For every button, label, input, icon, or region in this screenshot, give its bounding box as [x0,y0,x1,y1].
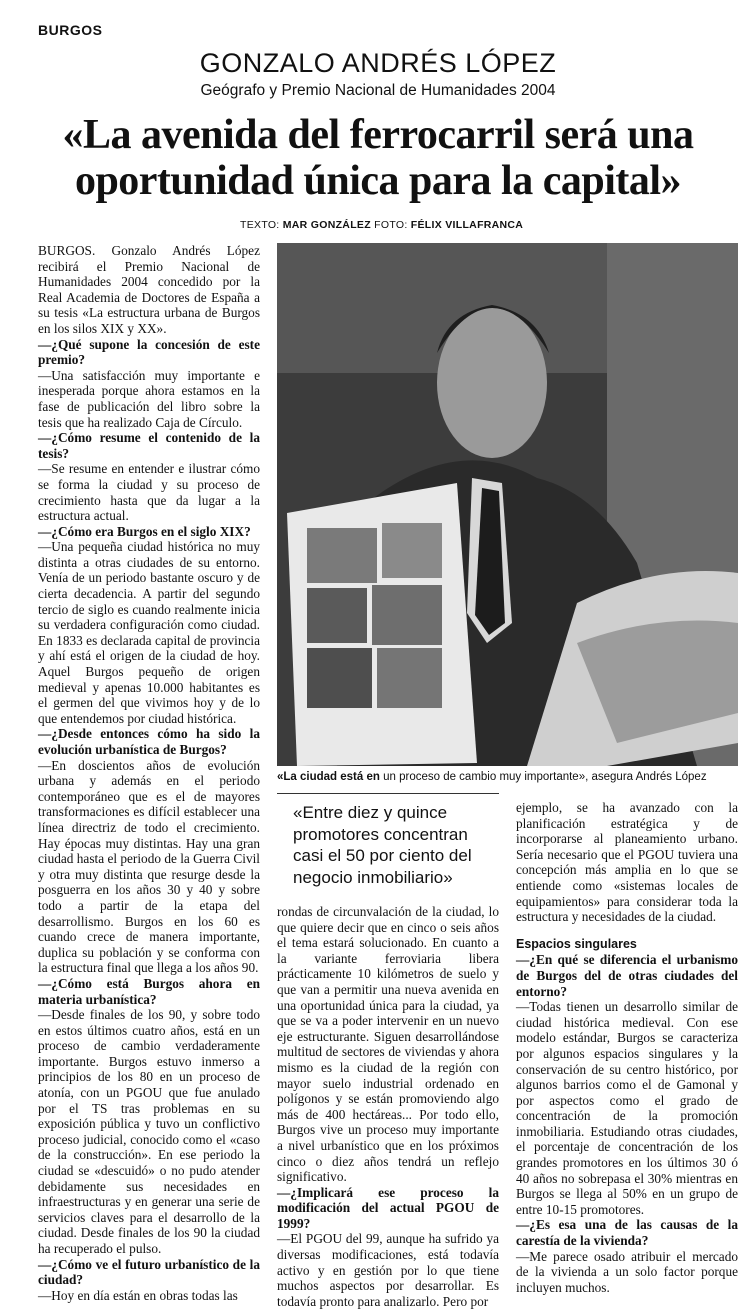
interviewee-name: GONZALO ANDRÉS LÓPEZ [199,48,557,78]
paragraph: —Me parece osado atribuir el mercado de la vivienda a un solo factor porque incluyen muchos. [516,1248,738,1295]
article-column-1 [38,243,260,1303]
paragraph: BURGOS. Gonzalo Andrés López recibirá el Premio Nacional de Humanidades 2004 concedido por la Real Academia de Doctores de España a su tesis «La estructura urbana de Burgos en los silos XIX y XX». [38,243,260,336]
paragraph: —Desde finales de los 90, y sobre todo en estos últimos cuatro años, está en un proceso de cambio verdaderamente importante. Burgos estuvo inmerso a principios de los 80 en un proceso de atonía, con un PGOU que fue anulado por el TS tras problemas en su exposición pública y tuvo un conflictivo proceso judicial, conocido como el «caso de la construcción». En ese periodo la ciudad se «descuidó» o no pudo atender debidamente sus necesidades en infraestructuras y en generar una serie de servicios claves para el desarrollo de la ciudad. Desde finales de los 90 la ciudad ha recuperado el pulso. [38,1007,260,1256]
interview-question: —¿Es esa una de las causas de la carestía de la vivienda? [516,1217,738,1249]
headline [0,112,756,204]
subheading: Espacios singulares [516,936,637,951]
paragraph: rondas de circunvalación de la ciudad, lo que quiere decir que en cinco o seis años el tema estará solucionado. En cuanto a la variante ferroviaria libera prácticamente 10 kilómetros de suelo y que van a permitir una nueva avenida en una oportunidad única para la ciudad, ya que se va a poder intervenir en un nuevo eje estructurante. Siguen desarrollándose multitud de sectores de viviendas y ahora mismo es la ciudad de la región con mayor suelo industrial ordenado en polígonos y se están promoviendo algo más de 400 hectáreas... Por todo ello, Burgos vive un proceso muy importante a nivel urbanístico que en los próximos cinco o diez años tendrá un reflejo significativo. [277,904,499,1185]
photo-author: FÉLIX VILLAFRANCA [410,219,524,231]
photo-caption [277,771,738,783]
headline-line-2: oportunidad única para la capital» [74,158,682,204]
paragraph: —En doscientos años de evolución urbana y además en el periodo contemporáneo que es el de mayores transformaciones es difícil establecer una línea directriz de todo el crecimiento. Hay épocas muy distintas. Hay una gran ciudad hasta el periodo de la Guerra Civil y otra muy distinta que resurge desde la posguerra en los años 30 y 40 y sobre todo a partir de la etapa del desarrollismo. Burgos en los 60 es cuando crece de manera importante, duplica su población y se conforma con la estructura final que llega a los años 90. [38,757,260,976]
interview-question: —¿Cómo ve el futuro urbanístico de la ciudad? [38,1256,260,1288]
interview-question: —¿Cómo era Burgos en el siglo XIX? [38,523,251,539]
article-column-2 [277,904,499,1309]
paragraph: —El PGOU del 99, aunque ha sufrido ya diversas modificaciones, está todavía activo y en gestión por lo que tiene muchos aspectos por desarrollar. Es todavía pronto para analizarlo. Pero por [277,1231,499,1309]
paragraph: —Hoy en día están en obras todas las [38,1287,238,1303]
interview-question: —¿Implicará ese proceso la modificación del actual PGOU de 1999? [277,1184,499,1231]
paragraph: —Se resume en entender e ilustrar cómo se forma la ciudad y su proceso de crecimiento hasta que da lugar a la estructura actual. [38,461,260,524]
interview-question: —¿Qué supone la concesión de este premio? [38,336,260,368]
paragraph: —Una satisfacción muy importante e inesperada porque ahora estamos en la fase de publicación del libro sobre la tesis que ha realizado Caja de Círculo. [38,367,260,430]
caption-text: un proceso de cambio muy importante», asegura Andrés López [379,771,707,783]
pull-quote: «Entre diez y quince promotores concentran casi el 50 por ciento del negocio inmobiliario» [293,803,472,887]
interviewee-role: Geógrafo y Premio Nacional de Humanidades 2004 [200,82,556,99]
section-label: BURGOS [38,22,103,38]
text-credit-label: TEXTO: [240,219,280,231]
article-column-3 [516,800,738,1295]
pull-quote-divider [277,793,499,794]
photo-credit-label: FOTO: [374,219,408,231]
interview-question: —¿Cómo resume el contenido de la tesis? [38,430,260,461]
headline-line-1: «La avenida del ferrocarril será una [62,112,694,158]
paragraph: ejemplo, se ha avanzado con la planificación estratégica y de incorporarse al planeamiento urbano. Sería necesario que el PGOU tuviera una concepción más amplia en lo que se entiende como «sistemas locales de equipamientos» para considerar toda la estructura y necesidades de la ciudad. [516,800,738,925]
interview-question: —¿En qué se diferencia el urbanismo de Burgos del de otras ciudades del entorno? [516,952,738,999]
interview-question: —¿Cómo está Burgos ahora en materia urbanística? [38,975,260,1007]
paragraph: —Todas tienen un desarrollo similar de ciudad histórica medieval. Con ese modelo estándar, Burgos se caracteriza por algunos espacios singulares y la conservación de su centro histórico, por algunos barrios como el de Gamonal y por aspectos como el grado de concentración de la promoción inmobiliaria. Estudiando otras ciudades, el porcentaje de concentración de los grandes promotores en los últimos 30 ó 40 años no sobrepasa el 30% mientras en Burgos se llega al 50% en un grupo de entre 10-15 promotores. [516,999,738,1217]
interviewee-photo [277,243,738,766]
caption-bold: «La ciudad está en [277,771,380,783]
text-author: MAR GONZÁLEZ [282,219,371,231]
interview-question: —¿Desde entonces cómo ha sido la evolución urbanística de Burgos? [38,726,260,757]
byline [240,219,523,231]
paragraph: —Una pequeña ciudad histórica no muy distinta a otras ciudades de su entorno. Venía de un periodo bastante oscuro y de cierta decadencia. A partir del segundo tercio de siglo es cuando realmente inicia su verdadera configuración como ciudad. En 1833 es declarada capital de provincia y ahí está el origen de la ciudad de hoy. Aquel Burgos pequeño de origen medieval y apenas 10.000 habitantes es el germen del que vivimos hoy y de lo que entendemos por ciudad histórica. [38,539,260,726]
